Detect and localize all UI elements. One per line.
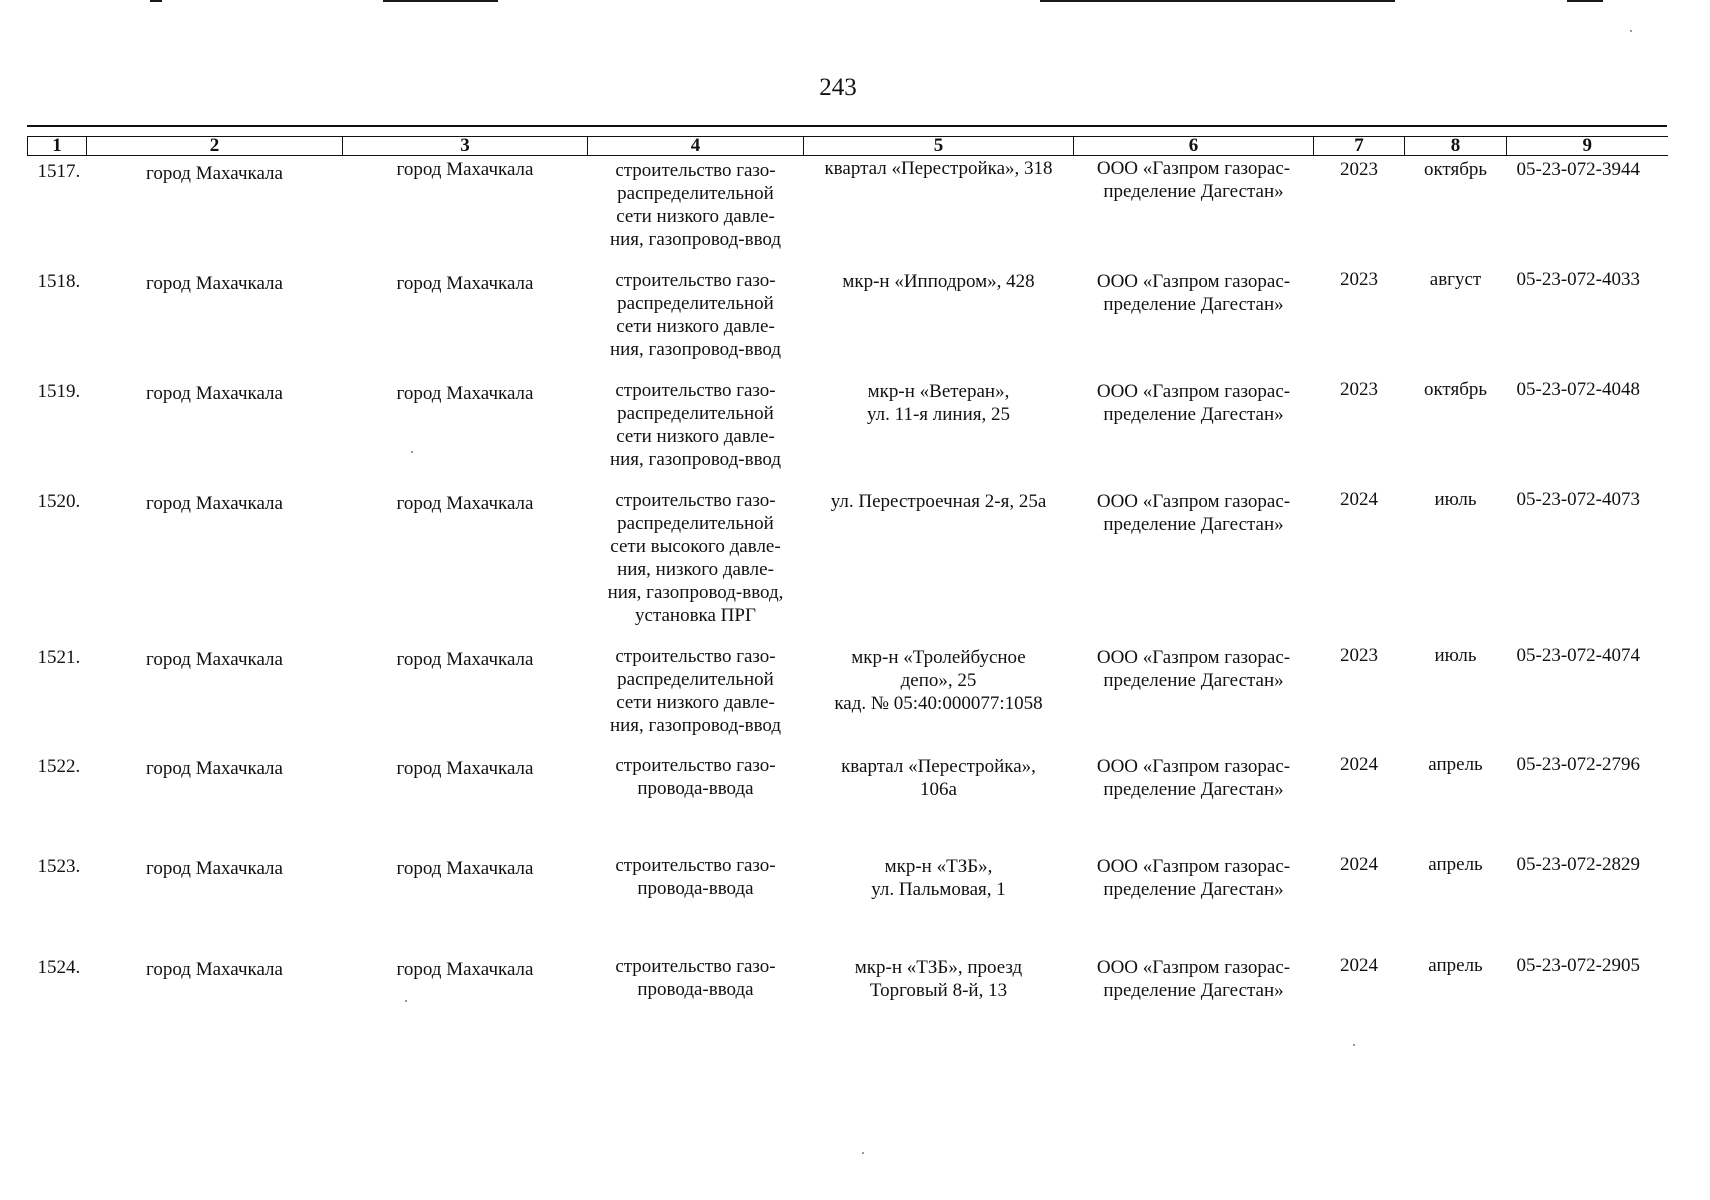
row-number: 1518. xyxy=(37,270,81,292)
scan-speck xyxy=(862,1152,864,1154)
organization-cell: ООО «Газпром газорас- пределение Дагестан» xyxy=(1096,490,1291,535)
year-cell: 2023 xyxy=(1340,378,1378,400)
row-number: 1519. xyxy=(37,380,81,402)
column-header: 7 xyxy=(1314,137,1405,156)
month-cell: август xyxy=(1429,268,1482,290)
row-number: 1524. xyxy=(37,956,81,978)
district-cell: город Махачкала xyxy=(146,757,283,779)
table-row xyxy=(28,266,1668,376)
district-cell: город Махачкала xyxy=(146,857,283,879)
month-cell: апрель xyxy=(1428,853,1483,875)
scan-edge-line xyxy=(1040,0,1395,2)
organization-cell: ООО «Газпром газорас- пределение Дагестан» xyxy=(1096,956,1291,1001)
district-cell: город Махачкала xyxy=(146,382,283,404)
work-type-cell: строительство газо- провода-ввода xyxy=(615,854,776,899)
column-header: 4 xyxy=(588,137,804,156)
work-type-cell: строительство газо- провода-ввода xyxy=(615,754,776,799)
settlement-cell: город Махачкала xyxy=(396,382,534,404)
month-cell: июль xyxy=(1434,488,1477,510)
settlement-cell: город Махачкала xyxy=(396,272,534,294)
code-cell: 05-23-072-2829 xyxy=(1516,853,1640,875)
settlement-cell: город Махачкала xyxy=(396,857,534,879)
month-cell: октябрь xyxy=(1423,378,1488,400)
table-row xyxy=(28,851,1668,952)
code-cell: 05-23-072-4048 xyxy=(1516,378,1640,400)
organization-cell: ООО «Газпром газорас- пределение Дагестан» xyxy=(1096,270,1291,315)
table-row xyxy=(28,486,1668,642)
district-cell: город Махачкала xyxy=(146,272,283,294)
code-cell: 05-23-072-2796 xyxy=(1516,753,1640,775)
address-cell: мкр-н «ТЗБ», проезд Торговый 8-й, 13 xyxy=(854,956,1023,1001)
column-header: 5 xyxy=(804,137,1074,156)
address-cell: ул. Перестроечная 2-я, 25а xyxy=(830,490,1047,512)
year-cell: 2023 xyxy=(1340,159,1378,180)
scan-edge-line xyxy=(383,0,498,2)
row-number: 1522. xyxy=(37,755,81,777)
year-cell: 2023 xyxy=(1340,644,1378,666)
address-cell: мкр-н «ТЗБ», ул. Пальмовая, 1 xyxy=(871,855,1006,900)
scan-speck xyxy=(1630,30,1632,32)
table-row xyxy=(28,376,1668,486)
scan-speck xyxy=(405,1000,407,1002)
settlement-cell: город Махачкала xyxy=(396,159,534,180)
page-number: 243 xyxy=(819,74,857,101)
column-header: 1 xyxy=(28,137,87,156)
work-type-cell: строительство газо- распределительной сети низкого давле- ния, газопровод-ввод xyxy=(609,269,782,360)
scan-speck xyxy=(411,451,413,453)
code-cell: 05-23-072-4074 xyxy=(1516,644,1640,666)
work-type-cell: строительство газо- распределительной сети высокого давле- ния, низкого давле- ния, газопровод-ввод, установка ПРГ xyxy=(607,489,784,626)
district-cell: город Махачкала xyxy=(146,492,283,514)
month-cell: апрель xyxy=(1428,753,1483,775)
work-type-cell: строительство газо- распределительной сети низкого давле- ния, газопровод-ввод xyxy=(609,645,782,736)
column-header: 6 xyxy=(1074,137,1314,156)
settlement-cell: город Махачкала xyxy=(396,648,534,670)
district-cell: город Махачкала xyxy=(146,163,283,184)
code-cell: 05-23-072-3944 xyxy=(1516,159,1640,180)
code-cell: 05-23-072-2905 xyxy=(1516,954,1640,976)
organization-cell: ООО «Газпром газорас- пределение Дагестан» xyxy=(1096,855,1291,900)
table-row xyxy=(28,642,1668,751)
row-number: 1517. xyxy=(37,161,81,182)
scan-edge-line xyxy=(1567,0,1603,2)
column-header: 9 xyxy=(1507,137,1668,156)
settlement-cell: город Махачкала xyxy=(396,958,534,980)
code-cell: 05-23-072-4073 xyxy=(1516,488,1640,510)
year-cell: 2024 xyxy=(1340,488,1378,510)
district-cell: город Махачкала xyxy=(146,958,283,980)
year-cell: 2024 xyxy=(1340,954,1378,976)
table-row xyxy=(28,952,1668,1032)
work-type-cell: строительство газо- распределительной сети низкого давле- ния, газопровод-ввод xyxy=(609,379,782,470)
address-cell: мкр-н «Ипподром», 428 xyxy=(842,270,1035,292)
year-cell: 2024 xyxy=(1340,853,1378,875)
column-header: 3 xyxy=(343,137,588,156)
organization-cell: ООО «Газпром газорас- пределение Дагестан» xyxy=(1096,158,1291,202)
row-number: 1523. xyxy=(37,855,81,877)
year-cell: 2024 xyxy=(1340,753,1378,775)
district-cell: город Махачкала xyxy=(146,648,283,670)
address-cell: квартал «Перестройка», 318 xyxy=(824,158,1053,179)
month-cell: октябрь xyxy=(1423,159,1488,180)
scan-speck xyxy=(1353,1044,1355,1046)
month-cell: июль xyxy=(1434,644,1477,666)
table-top-rule xyxy=(27,125,1667,127)
month-cell: апрель xyxy=(1428,954,1483,976)
organization-cell: ООО «Газпром газорас- пределение Дагестан» xyxy=(1096,755,1291,800)
settlement-cell: город Махачкала xyxy=(396,492,534,514)
code-cell: 05-23-072-4033 xyxy=(1516,268,1640,290)
work-type-cell: строительство газо- провода-ввода xyxy=(615,955,776,1000)
work-type-cell: строительство газо- распределительной сети низкого давле- ния, газопровод-ввод xyxy=(609,160,782,250)
scan-edge-line xyxy=(150,0,162,2)
column-header: 2 xyxy=(87,137,343,156)
column-number-header-row xyxy=(28,137,1668,156)
address-cell: квартал «Перестройка», 106а xyxy=(841,755,1036,800)
year-cell: 2023 xyxy=(1340,268,1378,290)
registry-table xyxy=(27,136,1668,1032)
address-cell: мкр-н «Ветеран», ул. 11-я линия, 25 xyxy=(867,380,1010,425)
row-number: 1521. xyxy=(37,646,81,668)
column-header: 8 xyxy=(1405,137,1507,156)
table-row xyxy=(28,751,1668,851)
address-cell: мкр-н «Тролейбусное депо», 25 кад. № 05:40:000077:1058 xyxy=(834,646,1043,714)
table-row xyxy=(28,156,1668,266)
organization-cell: ООО «Газпром газорас- пределение Дагестан» xyxy=(1096,380,1291,425)
row-number: 1520. xyxy=(37,490,81,512)
settlement-cell: город Махачкала xyxy=(396,757,534,779)
organization-cell: ООО «Газпром газорас- пределение Дагестан» xyxy=(1096,646,1291,691)
